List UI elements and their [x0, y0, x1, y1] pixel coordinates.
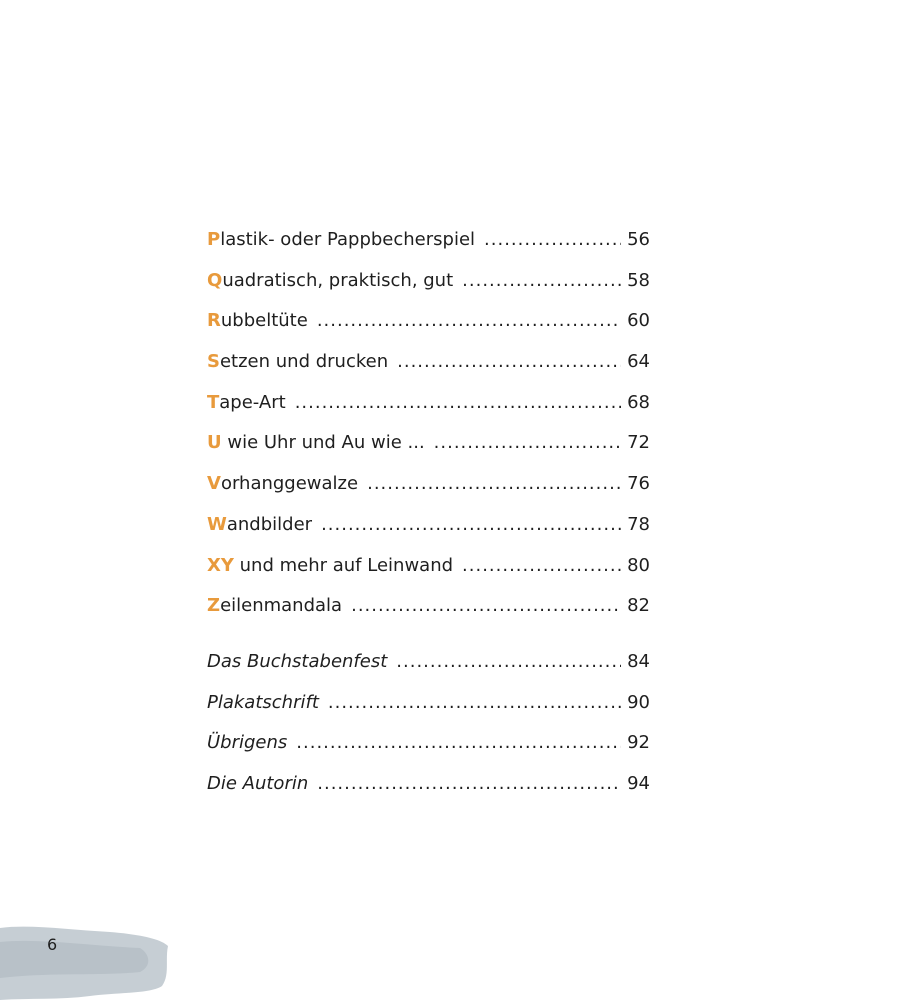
toc-entry-buchstabenfest[interactable]: [207, 651, 650, 692]
entry-page-number: 60: [627, 310, 650, 332]
dot-leader: [462, 270, 621, 291]
entry-page-number: 82: [627, 595, 650, 617]
toc-entry-autorin[interactable]: [207, 773, 650, 814]
dot-leader: [462, 555, 621, 576]
entry-page-number: 68: [627, 391, 650, 413]
entry-initial: Q: [207, 269, 223, 291]
dot-leader: [317, 773, 621, 794]
entry-title: [207, 473, 358, 494]
entry-title: [207, 270, 453, 291]
entry-page-number: 92: [627, 732, 650, 754]
entry-title: [207, 229, 475, 250]
entry-initial: U: [207, 432, 222, 454]
entry-title: [207, 392, 286, 413]
entry-title-rest: etzen und drucken: [219, 351, 389, 373]
dot-leader: [351, 595, 621, 616]
entry-title-rest: wie Uhr und Au wie ...: [221, 432, 425, 454]
toc-entry-z[interactable]: [207, 595, 650, 636]
entry-title-rest: orhanggewalze: [220, 473, 359, 495]
entry-title: [207, 351, 388, 372]
entry-title: [207, 595, 342, 616]
entry-title-rest: und mehr auf Leinwand: [233, 554, 454, 576]
entry-initial: R: [207, 310, 221, 332]
entry-page-number: 78: [627, 513, 650, 535]
entry-page-number: 56: [627, 229, 650, 250]
entry-title: [207, 432, 425, 453]
entry-page-number: 64: [627, 351, 650, 373]
entry-page-number: 84: [627, 650, 650, 672]
entry-title-rest: eilenmandala: [220, 595, 343, 617]
dot-leader: [317, 310, 621, 331]
dot-leader: [328, 692, 621, 713]
entry-title: Übrigens: [207, 732, 288, 754]
table-of-contents: [207, 229, 650, 814]
toc-entry-r[interactable]: [207, 310, 650, 351]
entry-page-number: 72: [627, 432, 650, 454]
dot-leader: [434, 432, 621, 453]
dot-leader: [484, 229, 621, 250]
toc-entry-w[interactable]: [207, 514, 650, 555]
entry-title-rest: ubbeltüte: [220, 310, 308, 332]
entry-title-rest: uadratisch, praktisch, gut: [222, 269, 454, 291]
entry-title: Das Buchstabenfest: [207, 650, 388, 672]
toc-entry-v[interactable]: [207, 473, 650, 514]
entry-page-number: 76: [627, 473, 650, 495]
entry-initial: V: [207, 473, 221, 495]
entry-page-number: 90: [627, 691, 650, 713]
toc-entry-p[interactable]: [207, 229, 650, 270]
toc-entry-xy[interactable]: [207, 555, 650, 596]
entry-page-number: 94: [627, 772, 650, 794]
entry-page-number: 80: [627, 554, 650, 576]
dot-leader: [367, 473, 621, 494]
page-number: 6: [47, 935, 58, 954]
dot-leader: [321, 514, 621, 535]
toc-entry-q[interactable]: [207, 270, 650, 311]
entry-title: Plakatschrift: [207, 691, 319, 713]
entry-title: [207, 555, 453, 576]
entry-title: [207, 514, 312, 535]
entry-title: Die Autorin: [207, 772, 309, 794]
toc-entry-s[interactable]: [207, 351, 650, 392]
toc-entry-t[interactable]: [207, 392, 650, 433]
entry-initial: T: [207, 391, 220, 413]
entry-title-rest: andbilder: [226, 513, 313, 535]
entry-title-rest: lastik- oder Pappbecherspiel: [220, 229, 476, 250]
toc-entry-u[interactable]: [207, 432, 650, 473]
entry-page-number: 58: [627, 269, 650, 291]
entry-initial: Z: [207, 595, 221, 617]
dot-leader: [296, 732, 621, 753]
toc-entry-plakatschrift[interactable]: [207, 692, 650, 733]
entry-initial: P: [207, 229, 221, 250]
dot-leader: [396, 651, 621, 672]
entry-initial: XY: [207, 554, 234, 576]
dot-leader: [397, 351, 621, 372]
entry-initial: S: [207, 351, 220, 373]
dot-leader: [295, 392, 621, 413]
entry-title: [207, 310, 308, 331]
entry-initial: W: [207, 513, 227, 535]
brush-stroke-decoration: [0, 920, 170, 1000]
entry-title-rest: ape-Art: [219, 391, 286, 413]
toc-entry-uebrigens[interactable]: [207, 732, 650, 773]
